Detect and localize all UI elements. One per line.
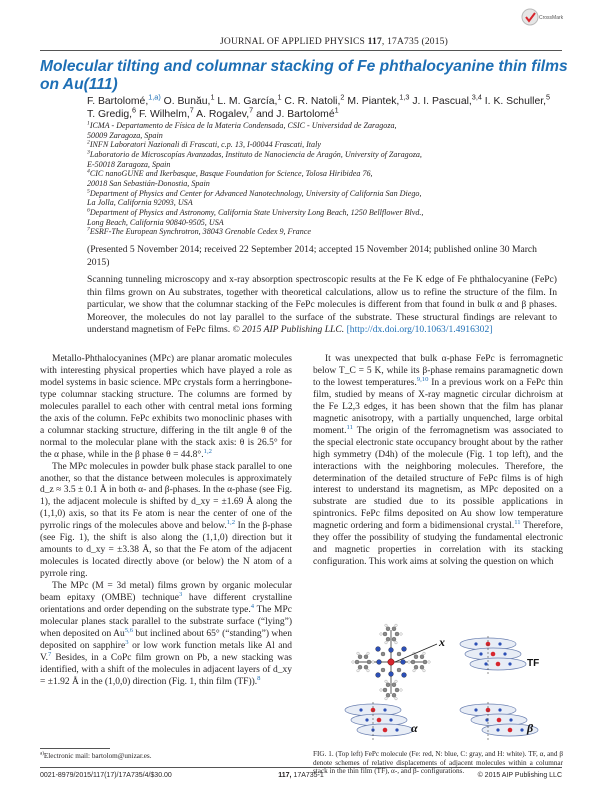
journal-volume: 117 [367, 37, 382, 47]
affiliation-line: 50009 Zaragoza, Spain [87, 130, 163, 140]
body-left-column [40, 354, 292, 689]
affiliation-list [87, 121, 557, 237]
fig-label-alpha: α [411, 721, 418, 735]
footer-page: 117, 17A735-1 [278, 772, 324, 779]
affiliation-line: $^5$Department of Physics and Center for Advanced Nanotechnology, University of California San Diego, [87, 187, 422, 198]
footer-rule [40, 767, 562, 768]
journal-header: JOURNAL OF APPLIED PHYSICS 117, 17A735 (2015) [220, 37, 448, 47]
crossmark-label: CrossMark [539, 15, 564, 21]
abstract-copyright: © 2015 AIP Publishing LLC. [232, 324, 345, 336]
author-list: F. Bartolomé,$^{1,a)}$ O. Bunău,$^1$ L. M. García,$^1$ C. R. Natoli,$^2$ M. Piantek,$^{1,3}$ J. I. Pascual,$^{3,4}$ I. K. Schuller,$^5$ T. Gredig,$^6$ F. Wilhelm,$^7$ A. Rogalev,$^7$ and J. Bartolomé$^1$ [87, 92, 551, 120]
affiliation-line: $^6$Department of Physics and Astronomy, California State University Long Beach, 1250 Bellflower Blvd., [87, 207, 424, 217]
affiliation-line: $^2$INFN Laboratori Nazionali di Frascati, c.p. 13, I-00044 Frascati, Italy [87, 139, 321, 150]
affiliation-line: $^7$ESRF-The European Synchrotron, 38043 Grenoble Cedex 9, France [87, 226, 311, 237]
abstract [87, 274, 557, 337]
affiliation-line: $^3$Laboratorio de Microscopías Avanzadas, Instituto de Nanociencia de Aragón, University of Zaragoza, [87, 149, 422, 159]
paragraph: The MPc (M = 3d metal) films grown by organic molecular beam epitaxy (OMBE) technique$^3$ have different crystalline orientations and order depending on the substrate type.$^4$ The MPc molecular planes stack parallel to the substrate surface (“lying”) when deposited on Au$^{5,6}$ but inclined about 65° (“standing”) when deposited on sapphire$^3$ or low work function metals like Al and V.$^7$ Besides, in a CoPc film grown on Pb, a new stacking was identified, with a shift of the molecules in adjacent layers of d_xy = ±1.92 Å in the (1,0,0) direction (Fig. 1, thin film (TF)).$^8$ [40, 581, 293, 687]
journal-article: 17A735 (2015) [387, 37, 448, 47]
affiliation-line: 20018 San Sebastián-Donostia, Spain [87, 178, 210, 188]
fig-label-beta: β [527, 721, 534, 735]
affiliation-line: $^4$CIC nanoGUNE and Ikerbasque, Basque Foundation for Science, Tolosa Hiribidea 76, [87, 168, 373, 179]
affiliation-line: $^1$ICMA - Departamento de Física de la Materia Condensada, CSIC - Universidad de Zaragoza, [87, 120, 397, 130]
fig-label-x: x [439, 635, 445, 649]
doi-link[interactable]: [http://dx.doi.org/10.1063/1.4916302] [346, 324, 493, 336]
affiliation-line: La Jolla, California 92093, USA [87, 198, 193, 208]
footnote: $^{a)}$Electronic mail: bartolom@unizar.es. [40, 751, 152, 760]
abstract-text: Scanning tunneling microscopy and x-ray absorption spectroscopic results at the Fe K edge of Fe phthalocyanine (FePc) thin films grown on Au substrates, together with theoretical calculations, allow us to refine the structure of the film. In particular, we show that the columnar stacking of the FePc molecules is different from that found in bulk α and β phases. Moreover, the molecules do not lay parallel to the surface of the substrate. These structural findings are relevant to understand magnetism of FePc films. [87, 274, 557, 336]
affiliation-line: Long Beach, California 90840-9505, USA [87, 217, 224, 227]
journal-name: JOURNAL OF APPLIED PHYSICS [220, 37, 366, 47]
figure-caption: FIG. 1. (Top left) FePc molecule (Fe: red, N: blue, C: gray, and H: white). TF, α, and β denote schemes of relative displacements of adjacent molecules within a columnar stack in the thin film (TF), α-, and β- configurations. [313, 750, 563, 776]
paragraph: Metallo-Phthalocyanines (MPc) are planar aromatic molecules with interesting physical properties which have played a role as model systems in basic science. MPc crystals form a herringbone-type columnar stacking structure. The columns are formed by molecules parallel to each other with central metal ions forming the axis of the column. FePc exhibits two monoclinic phases with a columnar stacking structure, differing in the tilt angle θ of the normal to the molecular plane with the stack axis: θ is 26.5° for the α phase, while in the β phase θ = 44.8°.$^{1,2}$ [40, 354, 292, 460]
affiliation-line: E-50018 Zaragoza, Spain [87, 159, 171, 169]
publication-dates: (Presented 5 November 2014; received 22 September 2014; accepted 15 November 2014; published online 30 March 2015) [87, 244, 537, 268]
body-right-column [313, 354, 563, 569]
alpha-stack-diagram [345, 702, 413, 740]
fepc-molecule-diagram [352, 624, 437, 700]
crossmark-logo[interactable] [520, 5, 564, 33]
figure-1 [313, 622, 563, 746]
header-rule [40, 50, 562, 51]
footnote-rule [40, 748, 110, 749]
footer-copyright: © 2015 AIP Publishing LLC [477, 772, 562, 779]
paragraph: The MPc molecules in powder bulk phase stack parallel to one another, so that the distance between molecules is approximately d_z ≈ 3.5 ± 0.1 Å in both α- and β-phases. In the α-phase (see Fig. 1), the adjacent molecule is shifted by d_xy = ±1.69 Å along the (1,1,0) axis, so that its Fe atom is near the center of one of the pyrrolic rings of the molecules above and below.$^{1,2}$ In the β-phase (see Fig. 1), the shift is also along the (1,1,0) direction but it amounts to d_xy = ±3.38 Å, so that the Fe atom of the adjacent molecules is located directly above (or below) the N atom of a pyrrole ring. [40, 461, 292, 580]
tf-stack-diagram [460, 636, 526, 674]
paragraph: It was unexpected that bulk α-phase FePc is ferromagnetic below T_C = 5 K, while its β-phase remains paramagnetic down to the lowest temperatures.$^{9,10}$ In a previous work on a FePc thin film, studied by means of X-ray magnetic circular dichroism at the Fe L2,3 edges, it has been shown that the film has planar magnetic anisotropy, with a partially unquenched, large orbital moment.$^{11}$ The origin of the ferromagnetism was associated to the special electronic state occupancy brought about by the rather high symmetry (D4h) of the molecule (Fig. 1 top left), and the interactions with the neighboring molecules. Therefore, the determination of the detailed structure of FePc films is of high interest to understand its magnetism, as MPc deposited on a substrate are studied due to its possible applications in spintronics. FePc films deposited on Au show low temperature magnetic ordering and form a bidimensional crystal.$^{11}$ Therefore, they offer the possibility of studying the fundamental electronic and magnetic properties in correlation with its stacking configuration. This work aims at solving the question on which [313, 354, 563, 568]
footer-issn: 0021-8979/2015/117(17)/17A735/4/$30.00 [40, 772, 172, 779]
article-title: Molecular tilting and columnar stacking of Fe phthalocyanine thin films on Au(111) [40, 58, 568, 93]
fig-label-tf: TF [527, 658, 540, 669]
